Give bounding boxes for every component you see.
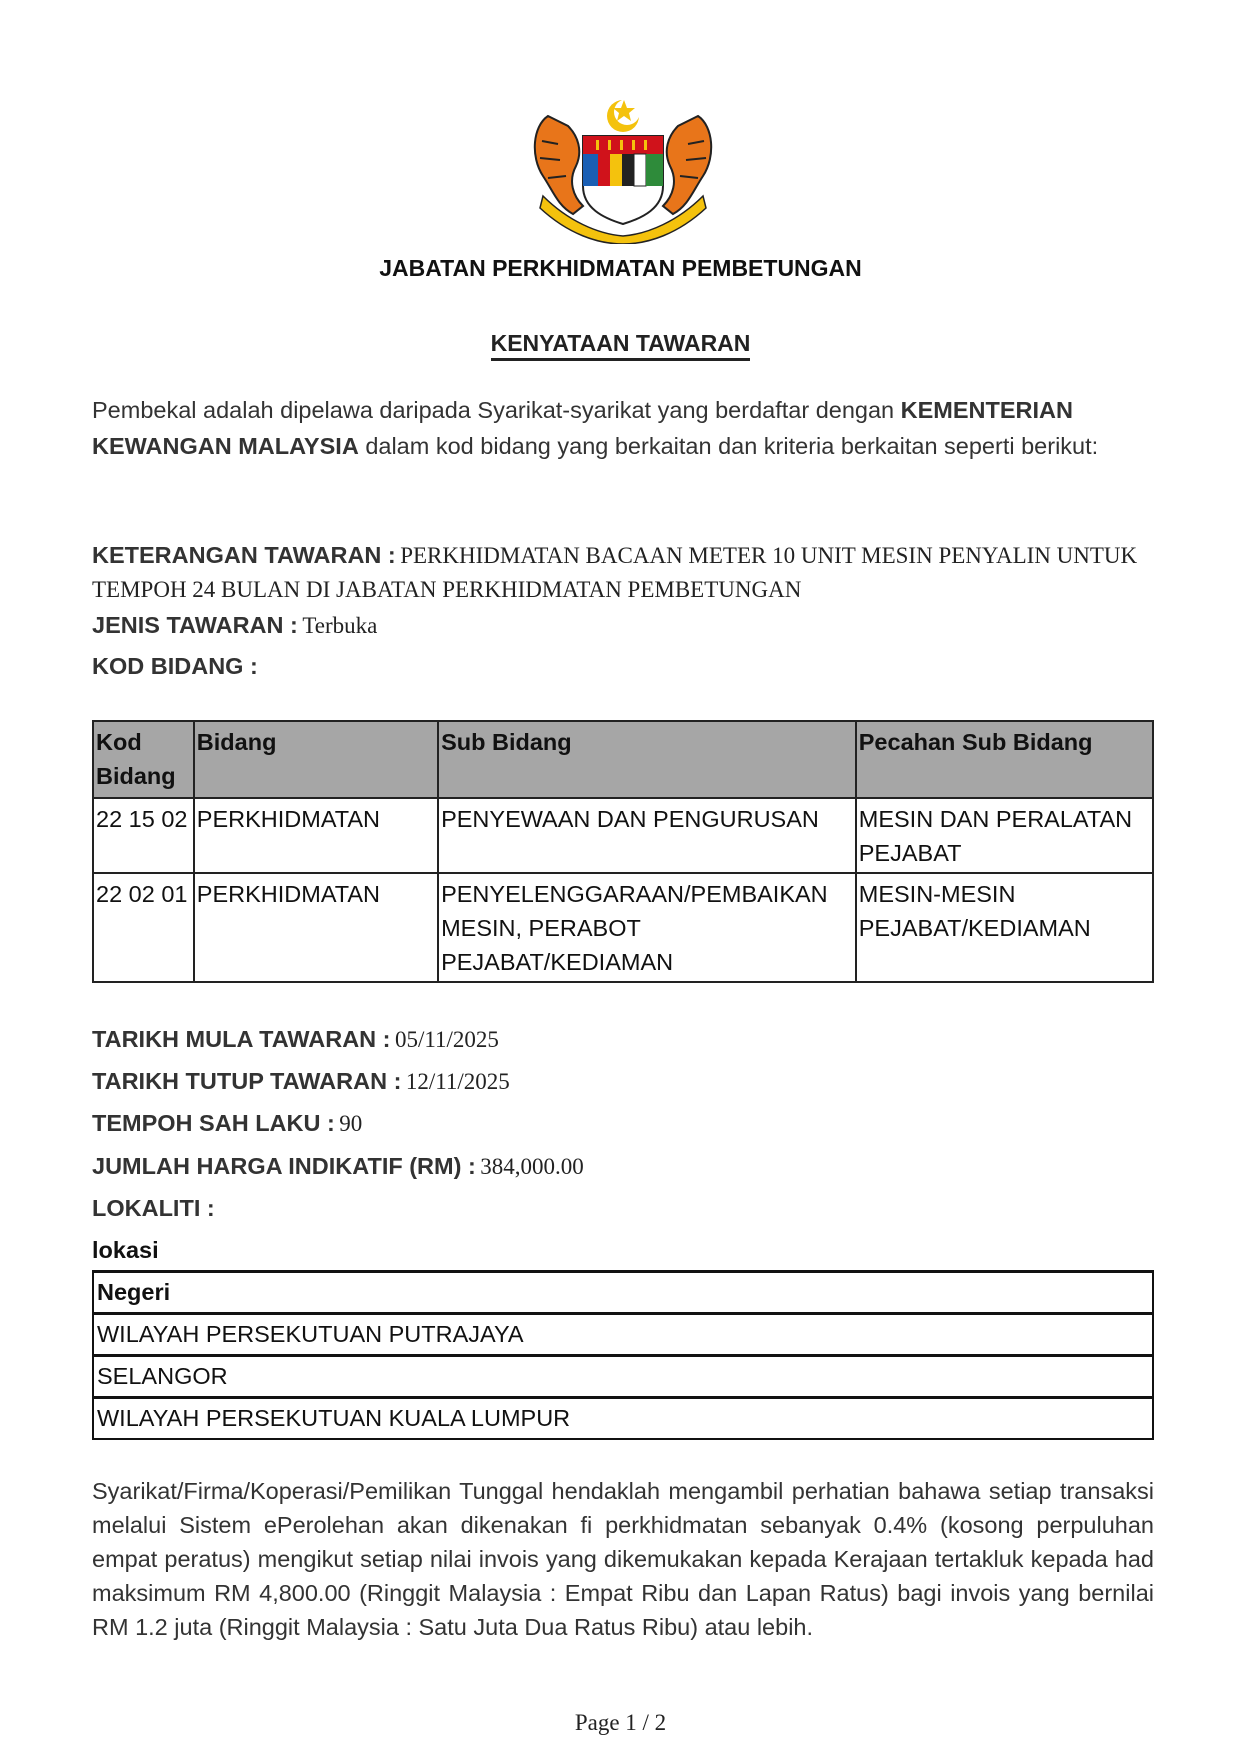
- malaysia-coat-of-arms-logo: [528, 96, 718, 244]
- department-name: JABATAN PERKHIDMATAN PEMBETUNGAN: [379, 255, 862, 281]
- document-title: [0, 330, 1241, 357]
- kod-bidang-label: KOD BIDANG :: [92, 653, 258, 679]
- document-title-text: KENYATAAN TAWARAN: [491, 330, 751, 361]
- cell-pecahan: MESIN-MESIN PEJABAT/KEDIAMAN: [856, 873, 1153, 982]
- intro-ministry: KEMENTERIAN KEWANGAN MALAYSIA: [92, 397, 1073, 459]
- tempoh-value: 90: [339, 1111, 363, 1136]
- table-row: [93, 873, 1153, 982]
- tarikh-mula-label: TARIKH MULA TAWARAN :: [92, 1026, 391, 1052]
- intro-text: Pembekal adalah dipelawa daripada Syarikat-syarikat yang berdaftar dengan: [92, 397, 901, 423]
- tarikh-mula-value: 05/11/2025: [394, 1027, 499, 1052]
- harga-value: 384,000.00: [480, 1154, 584, 1179]
- cell-negeri: WILAYAH PERSEKUTUAN KUALA LUMPUR: [93, 1398, 1153, 1440]
- cell-sub-bidang: PENYEWAAN DAN PENGURUSAN: [438, 798, 856, 873]
- cell-kod: 22 02 01: [93, 873, 194, 982]
- cell-kod: 22 15 02: [93, 798, 194, 873]
- header-sub-bidang: Sub Bidang: [438, 721, 856, 798]
- cell-negeri: SELANGOR: [93, 1356, 1153, 1398]
- header-bidang: Bidang: [194, 721, 438, 798]
- jenis-value: Terbuka: [302, 613, 378, 638]
- tarikh-tutup-field: [92, 1066, 1162, 1100]
- page-number: Page 1 / 2: [574, 1710, 667, 1735]
- table-header-row: [93, 1272, 1153, 1314]
- table-header-row: [93, 721, 1153, 798]
- cell-bidang: PERKHIDMATAN: [194, 798, 438, 873]
- table-row: [93, 1314, 1153, 1356]
- cell-negeri: WILAYAH PERSEKUTUAN PUTRAJAYA: [93, 1314, 1153, 1356]
- intro-paragraph: [92, 392, 1154, 464]
- tempoh-label: TEMPOH SAH LAKU :: [92, 1110, 335, 1136]
- lokasi-label: lokasi: [92, 1237, 159, 1263]
- header-negeri: Negeri: [93, 1272, 1153, 1314]
- keterangan-field: [92, 540, 1162, 608]
- keterangan-label: KETERANGAN TAWARAN :: [92, 542, 396, 568]
- kod-bidang-field: [92, 651, 1162, 685]
- tarikh-tutup-value: 12/11/2025: [405, 1069, 510, 1094]
- tempoh-field: [92, 1108, 1162, 1142]
- intro-text-end: dalam kod bidang yang berkaitan dan kriteria berkaitan seperti berikut:: [358, 433, 1099, 459]
- header-kod-bidang: Kod Bidang: [93, 721, 194, 798]
- lokaliti-field: [92, 1193, 1162, 1227]
- header-pecahan: Pecahan Sub Bidang: [856, 721, 1153, 798]
- table-row: [93, 1398, 1153, 1440]
- lokasi-table: [92, 1270, 1154, 1440]
- keterangan-value: PERKHIDMATAN BACAAN METER 10 UNIT MESIN PENYALIN UNTUK TEMPOH 24 BULAN DI JABATAN PERKHIDMATAN PEMBETUNGAN: [92, 543, 1138, 602]
- harga-field: [92, 1151, 1162, 1185]
- service-fee-notice: Syarikat/Firma/Koperasi/Pemilikan Tunggal hendaklah mengambil perhatian bahawa setiap transaksi melalui Sistem ePerolehan akan dikenakan fi perkhidmatan sebanyak 0.4% (kosong perpuluhan empat peratus) mengikut setiap nilai invois yang dikemukakan kepada Kerajaan tertakluk kepada had maksimum RM 4,800.00 (Ringgit Malaysia : Empat Ribu dan Lapan Ratus) bagi invois yang bernilai RM 1.2 juta (Ringgit Malaysia : Satu Juta Dua Ratus Ribu) atau lebih.: [92, 1478, 1154, 1640]
- lokaliti-label: LOKALITI :: [92, 1195, 215, 1221]
- harga-label: JUMLAH HARGA INDIKATIF (RM) :: [92, 1153, 476, 1179]
- cell-bidang: PERKHIDMATAN: [194, 873, 438, 982]
- tarikh-mula-field: [92, 1024, 1162, 1058]
- jenis-label: JENIS TAWARAN :: [92, 612, 298, 638]
- cell-sub-bidang: PENYELENGGARAAN/PEMBAIKAN MESIN, PERABOT PEJABAT/KEDIAMAN: [438, 873, 856, 982]
- table-row: [93, 1356, 1153, 1398]
- table-row: [93, 798, 1153, 873]
- kod-bidang-table: [92, 720, 1154, 983]
- tarikh-tutup-label: TARIKH TUTUP TAWARAN :: [92, 1068, 402, 1094]
- lokasi-field: [92, 1235, 1162, 1269]
- cell-pecahan: MESIN DAN PERALATAN PEJABAT: [856, 798, 1153, 873]
- jenis-field: [92, 610, 1162, 644]
